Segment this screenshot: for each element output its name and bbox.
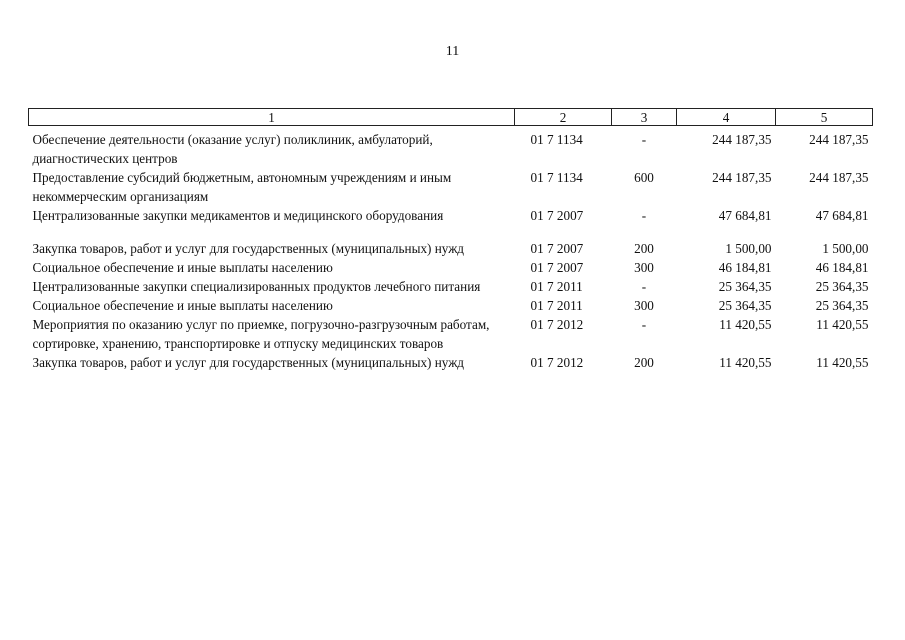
column-header-1: 1 [29,109,515,126]
table-row [29,206,873,225]
table-row [29,168,873,206]
table-row [29,258,873,277]
row-expense-type: 200 [634,355,654,370]
row-code: 01 7 2011 [530,279,583,294]
row-amount-5: 244 187,35 [809,132,869,147]
table-row [29,353,873,372]
row-code: 01 7 2007 [530,260,584,275]
row-amount-4: 46 184,81 [718,260,772,275]
row-amount-5: 1 500,00 [822,241,869,256]
row-expense-type: 300 [634,260,654,275]
row-code: 01 7 2012 [530,317,584,332]
row-amount-4: 1 500,00 [725,241,772,256]
row-code: 01 7 2011 [530,298,583,313]
row-expense-type: - [641,279,647,294]
row-name: Закупка товаров, работ и услуг для государственных (муниципальных) нужд [32,241,465,256]
table-row [29,239,873,258]
row-name: Закупка товаров, работ и услуг для государственных (муниципальных) нужд [32,355,465,370]
column-header-5: 5 [776,109,873,126]
column-header-2: 2 [515,109,612,126]
row-expense-type: - [641,317,647,332]
row-code: 01 7 2012 [530,355,584,370]
row-amount-4: 25 364,35 [718,298,772,313]
row-amount-5: 25 364,35 [815,279,869,294]
row-name: Централизованные закупки медикаментов и медицинского оборудования [32,208,444,223]
row-name: Предоставление субсидий бюджетным, автономным учреждениям и иным некоммерческим организациям [32,170,452,204]
row-amount-5: 244 187,35 [809,170,869,185]
row-expense-type: 300 [634,298,654,313]
table-row [29,277,873,296]
row-amount-4: 47 684,81 [718,208,772,223]
column-header-4: 4 [677,109,776,126]
row-code: 01 7 2007 [530,241,584,256]
budget-table [28,108,873,372]
row-expense-type: - [641,132,647,147]
row-name: Обеспечение деятельности (оказание услуг) поликлиник, амбулаторий, диагностических центров [32,132,433,166]
row-amount-5: 25 364,35 [815,298,869,313]
row-amount-4: 244 187,35 [712,170,772,185]
table-row [29,296,873,315]
row-amount-5: 11 420,55 [816,317,869,332]
row-name: Централизованные закупки специализированных продуктов лечебного питания [32,279,481,294]
row-name: Социальное обеспечение и иные выплаты населению [32,298,333,313]
row-code: 01 7 2007 [530,208,584,223]
row-code: 01 7 1134 [530,170,583,185]
row-amount-4: 244 187,35 [712,132,772,147]
column-header-3: 3 [612,109,677,126]
row-expense-type: - [641,208,647,223]
row-expense-type: 200 [634,241,654,256]
row-amount-5: 46 184,81 [815,260,869,275]
row-amount-5: 11 420,55 [816,355,869,370]
row-name: Мероприятия по оказанию услуг по приемке, погрузочно-разгрузочным работам, сортировке, хранению, транспортировке и отпуску медицинских товаров [32,317,490,351]
row-amount-4: 25 364,35 [718,279,772,294]
row-expense-type: 600 [634,170,654,185]
row-amount-5: 47 684,81 [815,208,869,223]
table-row [29,315,873,353]
page-number: 11 [445,44,460,59]
row-amount-4: 11 420,55 [719,317,772,332]
row-name: Социальное обеспечение и иные выплаты населению [32,260,333,275]
row-code: 01 7 1134 [530,132,583,147]
header-row [29,109,873,126]
row-amount-4: 11 420,55 [719,355,772,370]
table-row [29,130,873,168]
